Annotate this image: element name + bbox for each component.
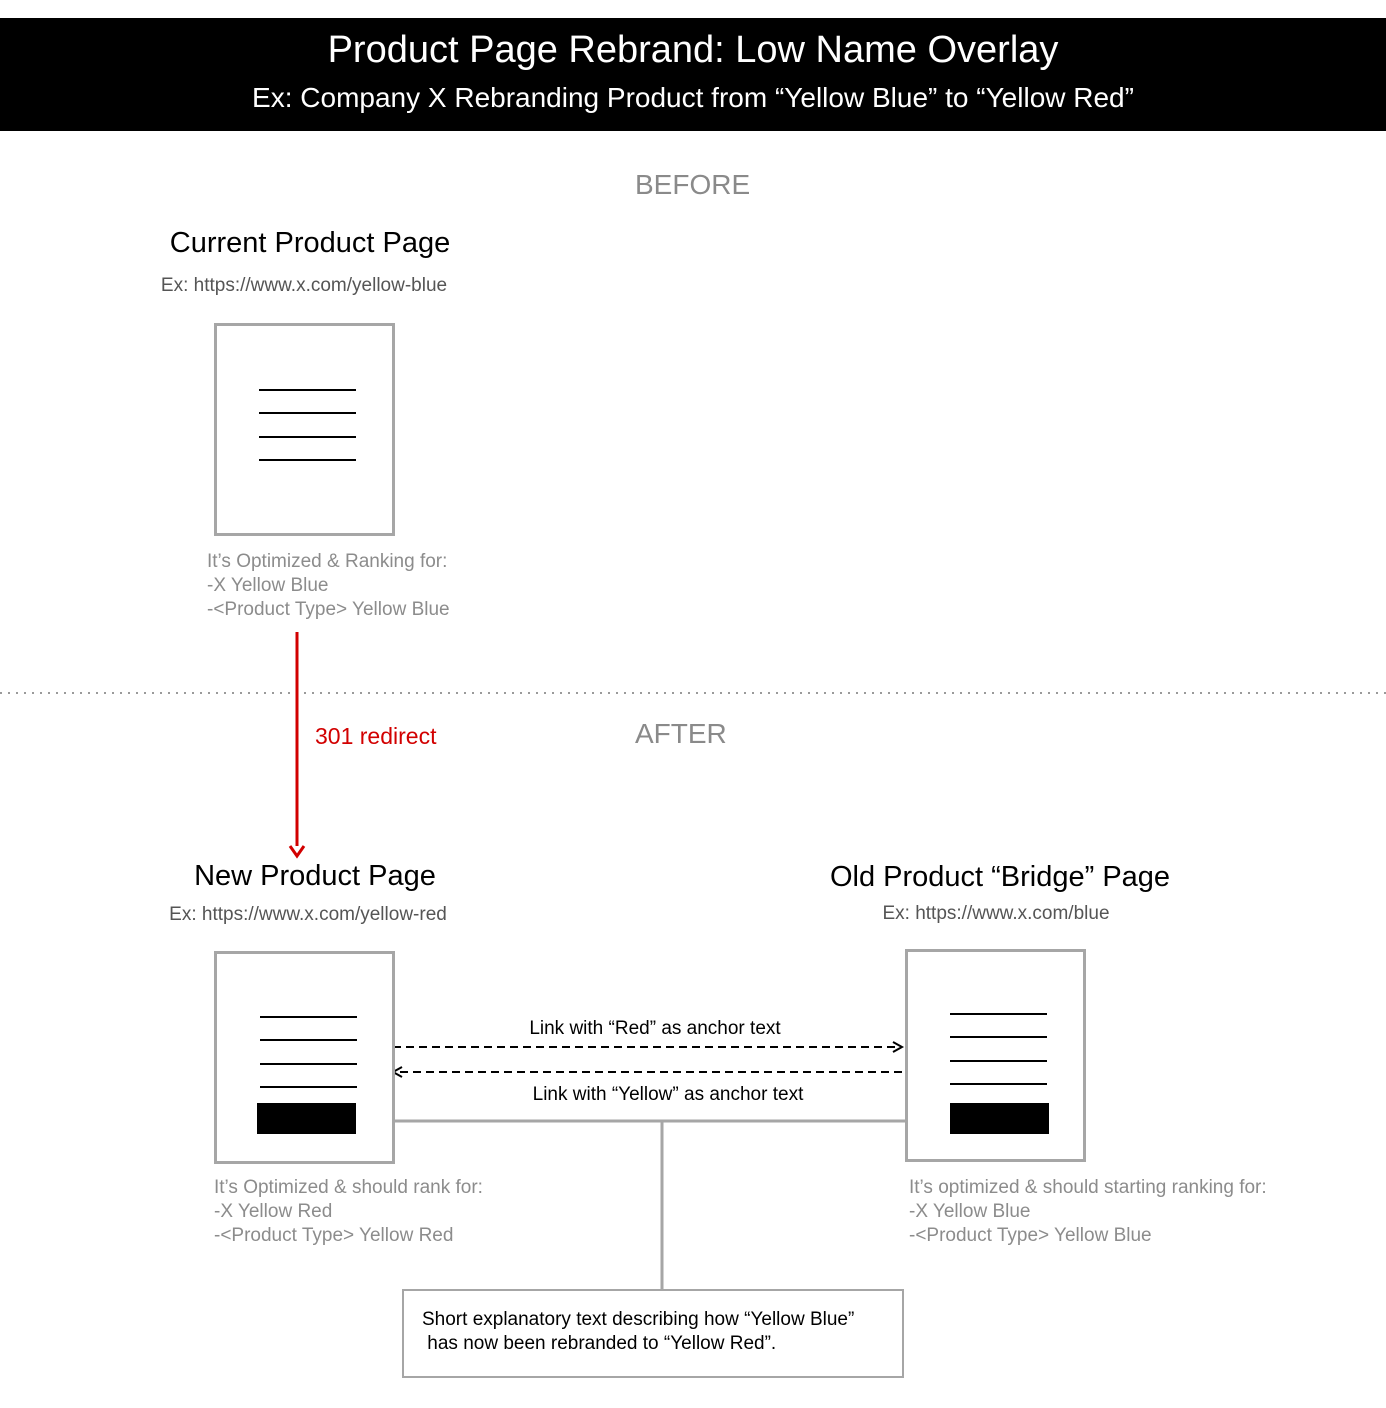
diagram-subtitle: Ex: Company X Rebranding Product from “Yellow Blue” to “Yellow Red” xyxy=(252,82,1134,113)
text-line xyxy=(950,1060,1047,1062)
link-yellow-label: Link with “Yellow” as anchor text xyxy=(532,1084,804,1105)
explanatory-note-box xyxy=(402,1289,904,1378)
new-page-url: Ex: https://www.x.com/yellow-red xyxy=(169,904,447,925)
desc-line: It’s Optimized & Ranking for: xyxy=(207,551,448,572)
new-page-title: New Product Page xyxy=(194,860,436,892)
rebrand-note-block xyxy=(950,1103,1049,1134)
text-line xyxy=(260,1086,357,1088)
text-line xyxy=(260,1039,357,1041)
text-line xyxy=(950,1083,1047,1085)
current-page-url: Ex: https://www.x.com/yellow-blue xyxy=(160,275,448,296)
note-line: has now been rebranded to “Yellow Red”. xyxy=(422,1333,777,1354)
desc-line: -<Product Type> Yellow Blue xyxy=(207,599,450,620)
bridge-page-description xyxy=(909,1176,1267,1248)
bridge-page-title: Old Product “Bridge” Page xyxy=(829,861,1171,893)
redirect-label: 301 redirect xyxy=(315,723,437,749)
text-line xyxy=(260,1016,357,1018)
after-label: AFTER xyxy=(635,718,727,749)
text-line xyxy=(950,1013,1047,1015)
diagram-title: Product Page Rebrand: Low Name Overlay xyxy=(327,29,1059,71)
new-page-document-icon xyxy=(214,951,395,1164)
bridge-page-document-icon xyxy=(905,949,1086,1162)
desc-line: -X Yellow Blue xyxy=(207,575,329,596)
desc-line: -<Product Type> Yellow Red xyxy=(214,1225,454,1246)
desc-line: It’s Optimized & should rank for: xyxy=(214,1177,483,1198)
current-page-title: Current Product Page xyxy=(169,227,451,259)
redirect-arrowhead xyxy=(290,846,304,856)
text-line xyxy=(260,1063,357,1065)
new-page-description xyxy=(214,1176,483,1248)
before-label: BEFORE xyxy=(635,169,751,200)
text-line xyxy=(950,1036,1047,1038)
link-red-label: Link with “Red” as anchor text xyxy=(529,1018,781,1039)
note-line: Short explanatory text describing how “Yellow Blue” xyxy=(422,1309,855,1330)
desc-line: -X Yellow Red xyxy=(214,1201,333,1222)
desc-line: -<Product Type> Yellow Blue xyxy=(909,1225,1152,1246)
bridge-page-url: Ex: https://www.x.com/blue xyxy=(882,903,1110,924)
desc-line: It’s optimized & should starting ranking for: xyxy=(909,1177,1267,1198)
desc-line: -X Yellow Blue xyxy=(909,1201,1031,1222)
rebrand-note-block xyxy=(257,1103,356,1134)
